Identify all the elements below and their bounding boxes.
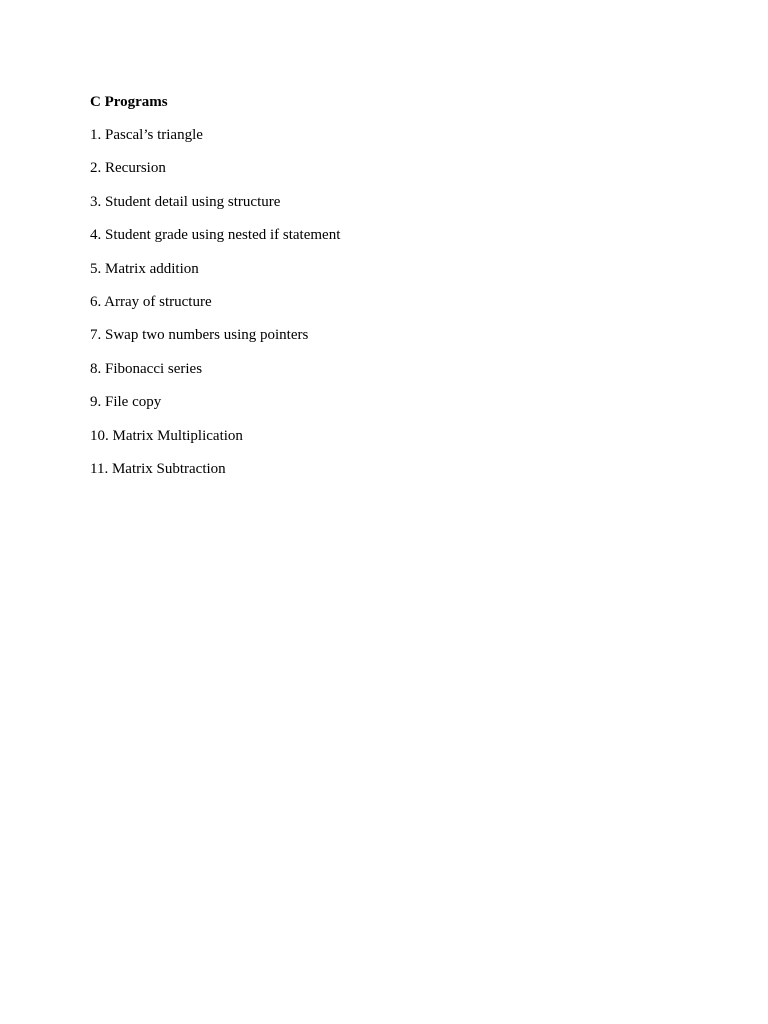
list-item: 5. Matrix addition: [90, 260, 199, 277]
list-item: 8. Fibonacci series: [90, 360, 203, 377]
list-item: 2. Recursion: [90, 160, 166, 177]
list-item: 9. File copy: [90, 394, 162, 411]
list-item: 6. Array of structure: [90, 293, 212, 310]
list-item: 11. Matrix Subtraction: [90, 460, 226, 477]
list-item: 7. Swap two numbers using pointers: [90, 327, 309, 344]
list-item: 10. Matrix Multiplication: [90, 427, 243, 444]
list-item: 4. Student grade using nested if statement: [90, 227, 341, 244]
program-list: [90, 125, 690, 479]
document-page: [90, 92, 690, 492]
list-item: 1. Pascal’s triangle: [90, 127, 203, 143]
document-title: C Programs: [90, 94, 168, 110]
list-item: 3. Student detail using structure: [90, 193, 281, 210]
